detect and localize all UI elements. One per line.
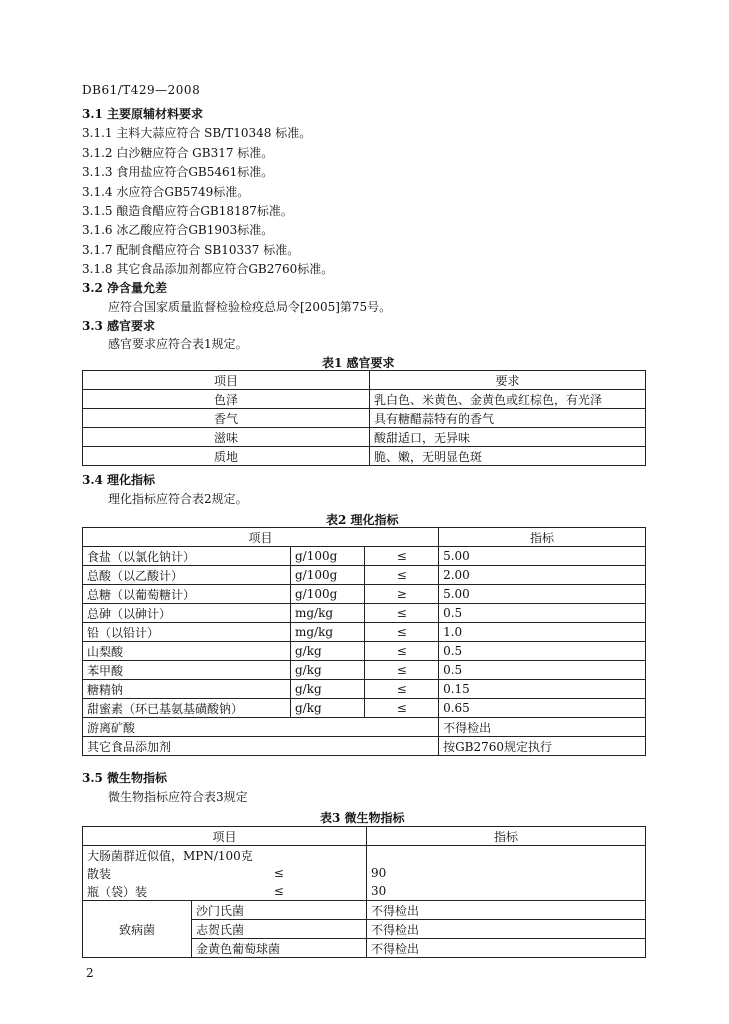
clause-3-1-5: 3.1.5 酿造食醋应符合GB18187标准。: [82, 204, 293, 218]
table-cell: ≤: [365, 623, 439, 642]
table-row: [83, 737, 646, 756]
table-header-row: [83, 528, 646, 547]
table-cell: 色泽: [83, 390, 370, 409]
table2-body: [83, 547, 646, 718]
table-cell: 甜蜜素（环已基氨基磺酸钠）: [83, 699, 291, 718]
table-cell: g/kg: [290, 661, 364, 680]
table-cell: g/100g: [290, 585, 364, 604]
table-cell: 0.5: [439, 642, 646, 661]
table-cell: 苯甲酸: [83, 661, 291, 680]
table-cell: ≤: [365, 680, 439, 699]
table-cell: 0.5: [439, 661, 646, 680]
table-cell: g/kg: [290, 680, 364, 699]
table-cell: 散装: [83, 864, 192, 882]
table-cell: 致病菌: [83, 901, 192, 958]
table-row: [83, 409, 646, 428]
table-cell: 其它食品添加剂: [83, 737, 439, 756]
clause-3-1-8: 3.1.8 其它食品添加剂都应符合GB2760标准。: [82, 262, 334, 276]
section-3-3-body: 感官要求应符合表1规定。: [108, 337, 248, 351]
table-row: [83, 661, 646, 680]
table-header-cell: 项目: [83, 528, 439, 547]
table-header-cell: 指标: [439, 528, 646, 547]
table-cell: 按GB2760规定执行: [439, 737, 646, 756]
table-cell: 滋味: [83, 428, 370, 447]
document-header: DB61/T429—2008: [82, 83, 201, 97]
clause-3-1-4: 3.1.4 水应符合GB5749标准。: [82, 185, 250, 199]
table-cell: 脆、嫩，无明显色斑: [370, 447, 646, 466]
table-cell: ≤: [192, 864, 367, 882]
table-sensory: [82, 370, 646, 466]
table-cell: 山梨酸: [83, 642, 291, 661]
table-cell: 不得检出: [367, 920, 646, 939]
table-cell: ≤: [365, 604, 439, 623]
table-cell: 食盐（以氯化钠计）: [83, 547, 291, 566]
section-3-5-title: 3.5 微生物指标: [82, 771, 168, 785]
table-cell: 0.15: [439, 680, 646, 699]
table-cell: 沙门氏菌: [192, 901, 367, 920]
table-row: [83, 699, 646, 718]
table-header-cell: 项目: [83, 371, 370, 390]
clause-3-1-6: 3.1.6 冰乙酸应符合GB1903标准。: [82, 223, 274, 237]
table-cell: 糖精钠: [83, 680, 291, 699]
table-cell: 2.00: [439, 566, 646, 585]
clause-3-1-2: 3.1.2 白沙糖应符合 GB317 标准。: [82, 146, 274, 160]
table-cell: 不得检出: [439, 718, 646, 737]
section-3-2-body: 应符合国家质量监督检验检疫总局令[2005]第75号。: [108, 300, 392, 314]
table-cell: 不得检出: [367, 939, 646, 958]
section-3-1-title: 3.1 主要原辅材料要求: [82, 107, 204, 121]
table-row: [83, 642, 646, 661]
clause-3-1-7: 3.1.7 配制食醋应符合 SB10337 标准。: [82, 243, 300, 257]
table-row: [83, 428, 646, 447]
table-cell: 质地: [83, 447, 370, 466]
table-row: [83, 547, 646, 566]
section-3-5-body: 微生物指标应符合表3规定: [108, 790, 248, 804]
table-header-cell: 指标: [367, 827, 646, 846]
table-cell: 不得检出: [367, 901, 646, 920]
table-header-row: [83, 371, 646, 390]
table-cell: 铅（以铅计）: [83, 623, 291, 642]
table-cell: g/kg: [290, 699, 364, 718]
table3-caption: 表3 微生物指标: [320, 811, 405, 825]
page-number: 2: [86, 966, 94, 980]
table-cell: g/kg: [290, 642, 364, 661]
clause-3-1-3: 3.1.3 食用盐应符合GB5461标准。: [82, 165, 274, 179]
table-header-cell: 要求: [370, 371, 646, 390]
table-cell: g/100g: [290, 547, 364, 566]
table-row: [83, 585, 646, 604]
table2-caption: 表2 理化指标: [326, 513, 399, 527]
table-row: [83, 846, 646, 865]
table-cell: 瓶（袋）装: [83, 882, 192, 901]
table-cell: 志贺氏菌: [192, 920, 367, 939]
table-cell: 乳白色、米黄色、金黄色或红棕色，有光泽: [370, 390, 646, 409]
table-microbial: [82, 826, 646, 958]
table-row: [83, 390, 646, 409]
table-cell: ≤: [365, 566, 439, 585]
table-row: [83, 680, 646, 699]
table-row: [83, 566, 646, 585]
table-row: [83, 718, 646, 737]
table-row: [83, 864, 646, 882]
table-header-cell: 项目: [83, 827, 367, 846]
table-cell: 5.00: [439, 547, 646, 566]
table-cell: 大肠菌群近似值，MPN/100克: [83, 846, 367, 865]
table-cell: 90: [367, 864, 646, 882]
table-cell: 金黄色葡萄球菌: [192, 939, 367, 958]
table-row: [83, 447, 646, 466]
table-row: [83, 901, 646, 920]
table-cell: 具有糖醋蒜特有的香气: [370, 409, 646, 428]
table-cell: 总糖（以葡萄糖计）: [83, 585, 291, 604]
table-cell: 30: [367, 882, 646, 901]
table-row: [83, 604, 646, 623]
table-row: [83, 623, 646, 642]
table-cell: 1.0: [439, 623, 646, 642]
section-3-3-title: 3.3 感官要求: [82, 319, 156, 333]
table-cell: 0.65: [439, 699, 646, 718]
table-cell: [367, 846, 646, 865]
table1-caption: 表1 感官要求: [322, 356, 395, 370]
table-physicochemical: [82, 527, 646, 756]
table-cell: ≤: [365, 642, 439, 661]
table-cell: ≤: [365, 661, 439, 680]
table-cell: 5.00: [439, 585, 646, 604]
table-cell: g/100g: [290, 566, 364, 585]
table-cell: 酸甜适口，无异味: [370, 428, 646, 447]
table-cell: mg/kg: [290, 623, 364, 642]
table-cell: ≥: [365, 585, 439, 604]
table-cell: 游离矿酸: [83, 718, 439, 737]
table-cell: ≤: [365, 699, 439, 718]
table-cell: ≤: [365, 547, 439, 566]
table-cell: 香气: [83, 409, 370, 428]
table-cell: mg/kg: [290, 604, 364, 623]
table-cell: 总酸（以乙酸计）: [83, 566, 291, 585]
table-cell: ≤: [192, 882, 367, 901]
table-cell: 总砷（以砷计）: [83, 604, 291, 623]
table-cell: 0.5: [439, 604, 646, 623]
table-header-row: [83, 827, 646, 846]
clause-3-1-1: 3.1.1 主料大蒜应符合 SB/T10348 标准。: [82, 126, 312, 140]
section-3-2-title: 3.2 净含量允差: [82, 281, 168, 295]
table-row: [83, 882, 646, 901]
section-3-4-title: 3.4 理化指标: [82, 473, 156, 487]
section-3-4-body: 理化指标应符合表2规定。: [108, 492, 248, 506]
